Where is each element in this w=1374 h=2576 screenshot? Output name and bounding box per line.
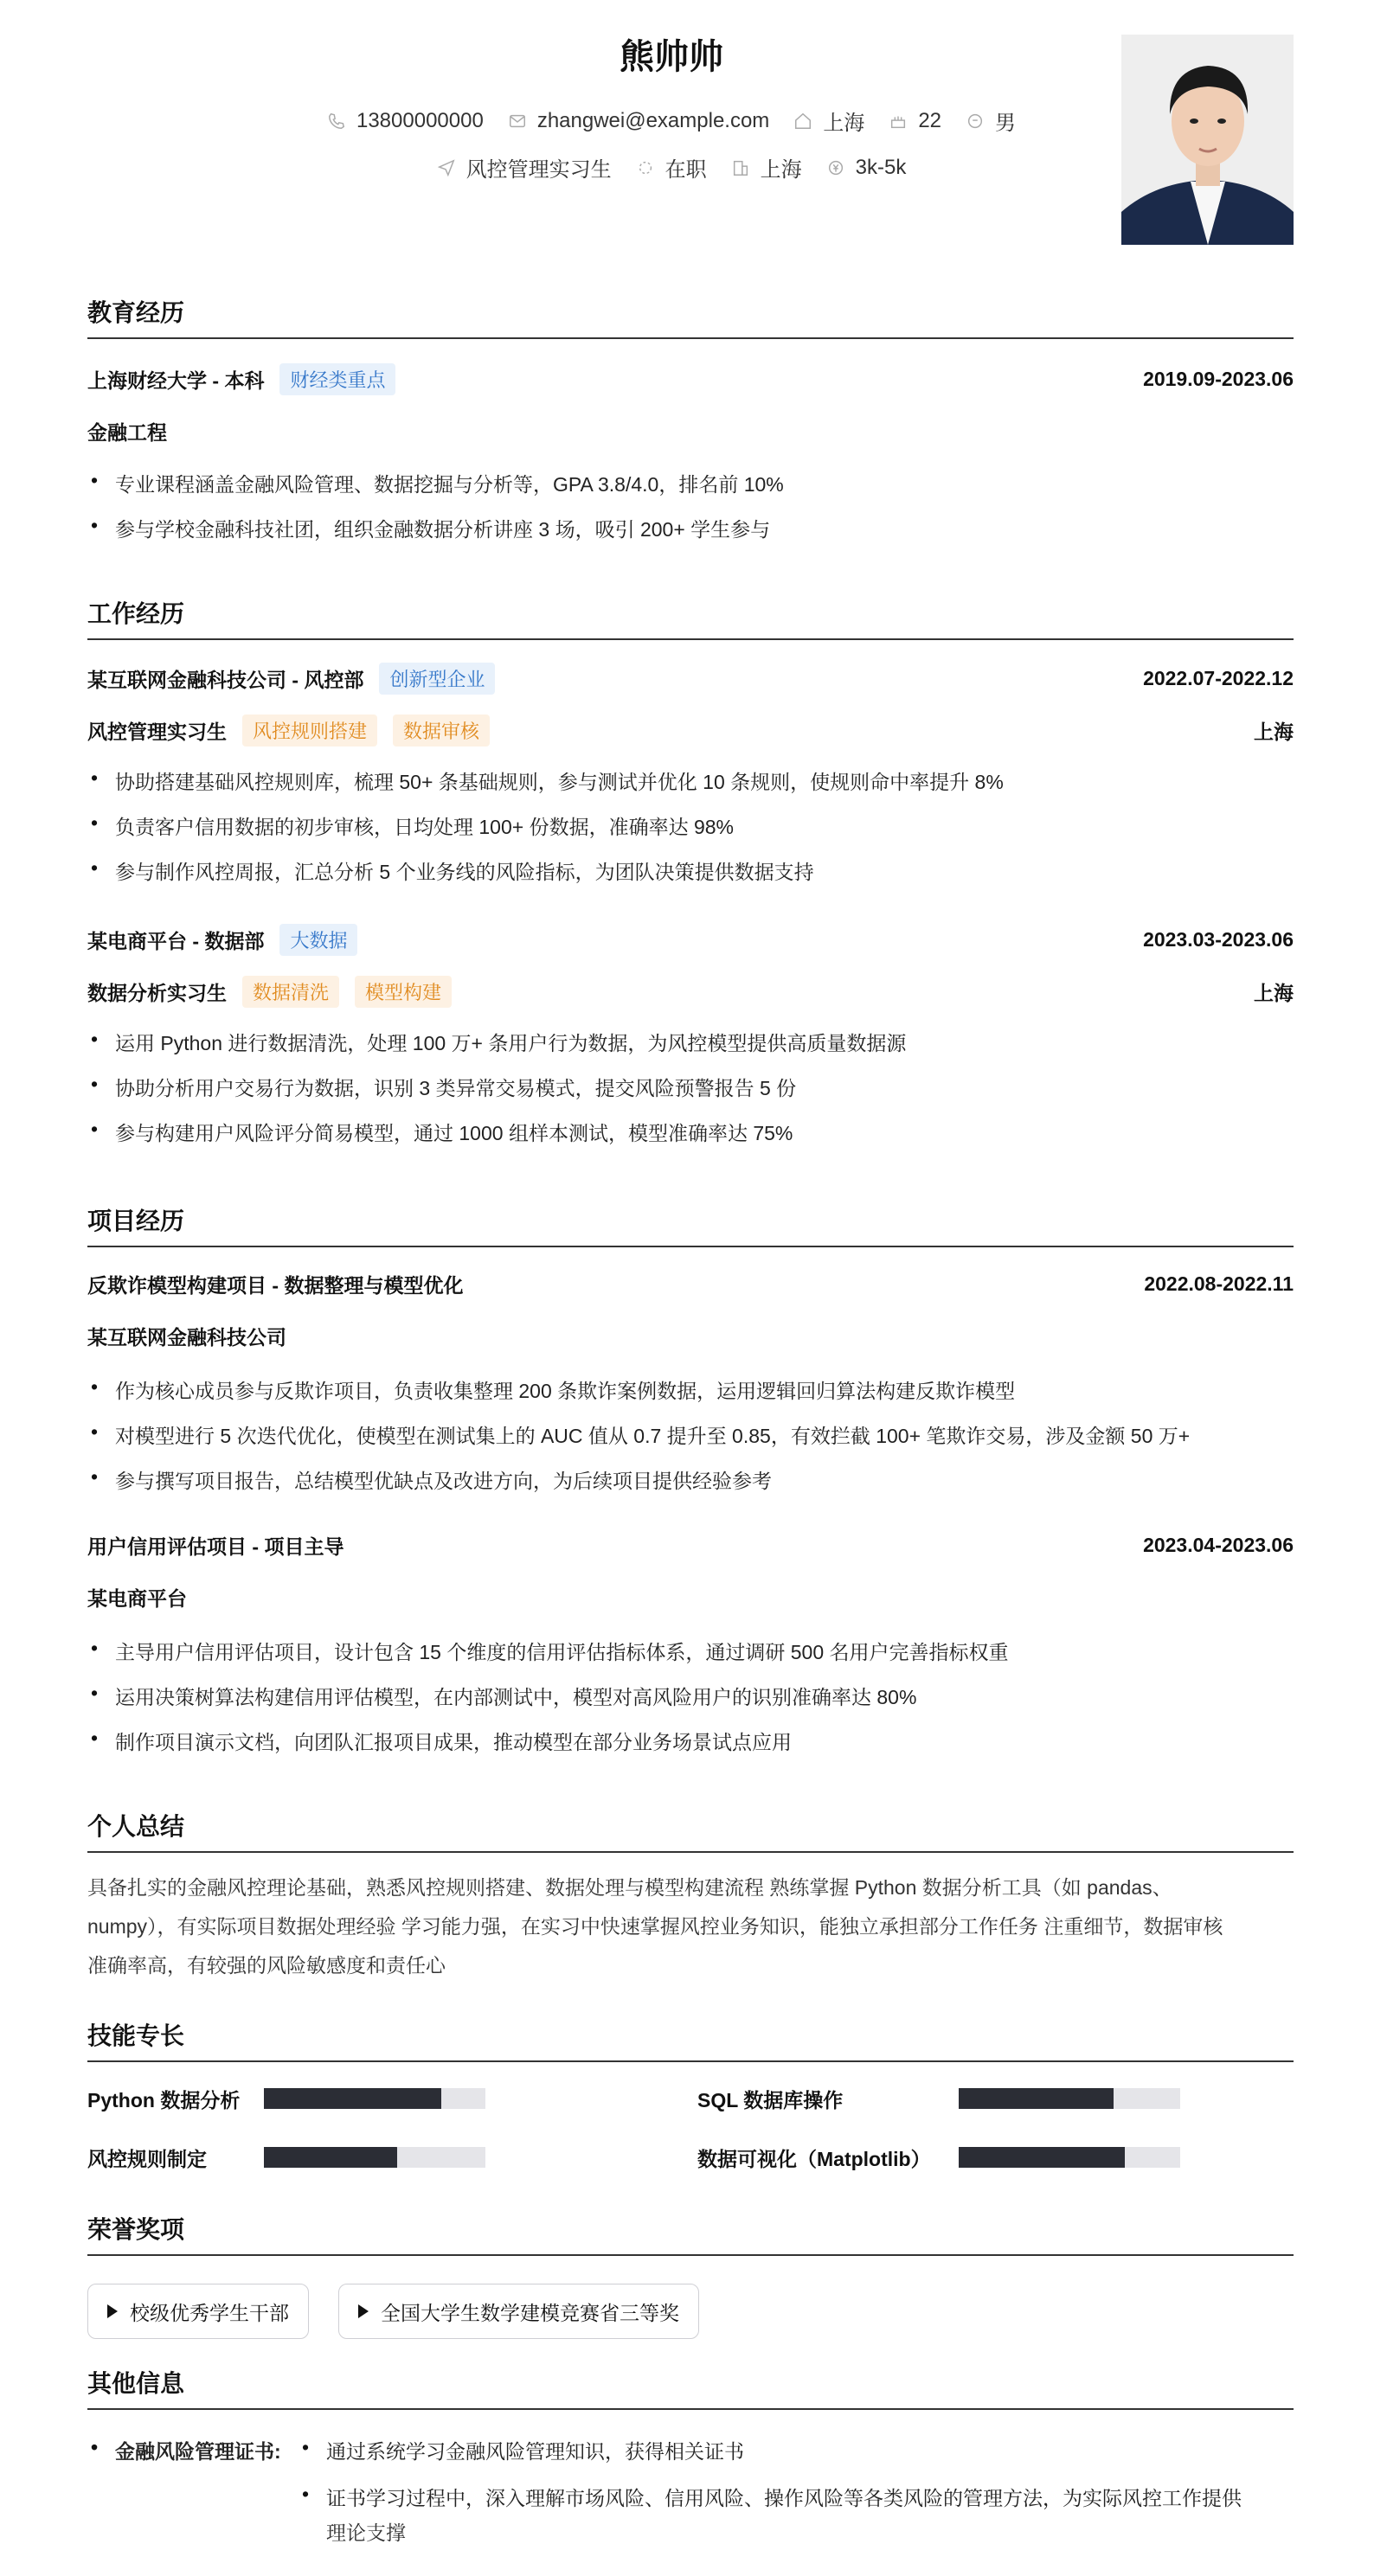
- position-item: [437, 152, 612, 183]
- building-icon: [731, 158, 750, 177]
- work-row-company: [87, 663, 1294, 695]
- project-bullet: • 作为核心成员参与反欺诈项目，负责收集整理 200 条欺诈案例数据，运用逻辑回归算法构建反欺诈模型: [87, 1375, 1294, 1404]
- school-tag: 财经类重点: [279, 363, 395, 395]
- project-title: 用户信用评估项目 - 项目主导: [87, 1535, 344, 1558]
- gender-text: 男: [995, 112, 1017, 135]
- honor-text: 校级优秀学生干部: [130, 2301, 289, 2324]
- honor-card: [87, 2284, 309, 2339]
- skill-bar-fill: [264, 2088, 441, 2109]
- phone-icon: [327, 112, 346, 131]
- position-text: 风控管理实习生: [465, 158, 612, 182]
- summary-line: 准确率高，有较强的风险敏感度和责任心: [87, 1954, 446, 1977]
- skill-bar: [959, 2147, 1180, 2168]
- work-bullet: • 运用 Python 进行数据清洗，处理 100 万+ 条用户行为数据，为风控模型提供高质量数据源: [87, 1028, 1294, 1056]
- candidate-name: 熊帅帅: [620, 38, 723, 76]
- summary-line: 具备扎实的金融风控理论基础，熟悉风控规则搭建、数据处理与模型构建流程 熟练掌握 Python 数据分析工具（如 pandas、: [87, 1876, 1172, 1899]
- send-icon: [437, 158, 456, 177]
- project-row: [87, 1270, 1294, 1298]
- skill-bar-fill: [959, 2088, 1114, 2109]
- play-icon: [107, 2304, 118, 2318]
- role-tag: 数据审核: [393, 714, 490, 747]
- summary-line: numpy），有实际项目数据处理经验 学习能力强，在实习中快速掌握风控业务知识，能独立承担部分工作任务 注重细节，数据审核: [87, 1915, 1223, 1938]
- project-date: 2022.08-2022.11: [1144, 1272, 1294, 1295]
- money-icon: [826, 158, 845, 177]
- skill-bar: [264, 2088, 485, 2109]
- skill-bar: [959, 2088, 1180, 2109]
- profile-photo: [1121, 35, 1294, 245]
- work-bullet: • 负责客户信用数据的初步审核，日均处理 100+ 份数据，准确率达 98%: [87, 811, 1294, 840]
- gender-item: [966, 106, 1016, 136]
- honor-card: [338, 2284, 699, 2339]
- project-bullet: • 参与撰写项目报告，总结模型优缺点及改进方向，为后续项目提供经验参考: [87, 1465, 1294, 1494]
- work-role: 风控管理实习生: [87, 721, 227, 743]
- work-location: 上海: [1254, 982, 1294, 1004]
- salary-text: 3k-5k: [855, 155, 907, 179]
- mail-icon: [508, 112, 527, 131]
- work-company: 某电商平台 - 数据部: [87, 930, 265, 952]
- project-date: 2023.04-2023.06: [1143, 1534, 1294, 1556]
- section-title-skills: 技能专长: [87, 2017, 1294, 2062]
- project-org: 某互联网金融科技公司: [87, 1326, 286, 1349]
- work-company: 某互联网金融科技公司 - 风控部: [87, 669, 364, 691]
- project-bullet: • 运用决策树算法构建信用评估模型，在内部测试中，模型对高风险用户的识别准确率达 80%: [87, 1682, 1294, 1710]
- project-bullet: • 主导用户信用评估项目，设计包含 15 个维度的信用评估指标体系，通过调研 500 名用户完善指标权重: [87, 1637, 1294, 1665]
- education-row: [87, 363, 1294, 395]
- section-title-honors: 荣誉奖项: [87, 2211, 1294, 2256]
- section-title-education: 教育经历: [87, 294, 1294, 339]
- status-item: [636, 152, 707, 183]
- skill-bar: [264, 2147, 485, 2168]
- work-date: 2023.03-2023.06: [1143, 928, 1294, 951]
- education-bullet: • 参与学校金融科技社团，组织金融数据分析讲座 3 场，吸引 200+ 学生参与: [87, 514, 1294, 542]
- project-org: 某电商平台: [87, 1587, 187, 1610]
- work-row-role: [87, 976, 1294, 1008]
- age-text: 22: [918, 108, 942, 132]
- work-bullet: • 参与构建用户风险评分简易模型，通过 1000 组样本测试，模型准确率达 75%: [87, 1118, 1294, 1146]
- role-tag: 风控规则搭建: [242, 714, 377, 747]
- role-tag: 模型构建: [355, 976, 452, 1008]
- play-icon: [358, 2304, 369, 2318]
- education-bullet: • 专业课程涵盖金融风险管理、数据挖掘与分析等，GPA 3.8/4.0，排名前 10%: [87, 469, 1294, 497]
- project-title: 反欺诈模型构建项目 - 数据整理与模型优化: [87, 1274, 464, 1297]
- age-item: [889, 109, 941, 133]
- gender-icon: [966, 112, 985, 131]
- role-tag: 数据清洗: [242, 976, 339, 1008]
- home-icon: [793, 112, 812, 131]
- skill-name: 风控规则制定: [87, 2148, 207, 2170]
- education-major: 金融工程: [87, 421, 167, 444]
- skill-name: SQL 数据库操作: [697, 2089, 844, 2111]
- work-role: 数据分析实习生: [87, 982, 227, 1004]
- work-company-tag: 创新型企业: [379, 663, 495, 695]
- job-intent-line: [87, 152, 1255, 183]
- project-bullet: • 制作项目演示文档，向团队汇报项目成果，推动模型在部分业务场景试点应用: [87, 1727, 1294, 1755]
- status-icon: [636, 158, 655, 177]
- other-bullet: • 证书学习过程中，深入理解市场风险、信用风险、操作风险等各类风险的管理方法，为实际风控工作提供: [299, 2483, 1294, 2511]
- project-bullet: • 对模型进行 5 次迭代优化，使模型在测试集上的 AUC 值从 0.7 提升至 0.85，有效拦截 100+ 笔欺诈交易，涉及金额 50 万+: [87, 1420, 1294, 1449]
- work-company-tag: 大数据: [279, 924, 357, 956]
- city-text: 上海: [823, 112, 865, 135]
- honor-text: 全国大学生数学建模竞赛省三等奖: [381, 2301, 679, 2324]
- education-date: 2019.09-2023.06: [1143, 368, 1294, 390]
- other-bullet-continuation: 理论支撑: [326, 2522, 406, 2544]
- email-text: zhangwei@example.com: [536, 108, 770, 132]
- school-name: 上海财经大学 - 本科: [87, 369, 265, 392]
- other-bullet: • 通过系统学习金融风险管理知识，获得相关证书: [299, 2436, 1294, 2464]
- skill-name: Python 数据分析: [87, 2089, 241, 2111]
- project-row: [87, 1531, 1294, 1560]
- section-title-summary: 个人总结: [87, 1808, 1294, 1853]
- salary-item: [826, 156, 907, 180]
- work-bullet: • 协助搭建基础风控规则库，梳理 50+ 条基础规则，参与测试并优化 10 条规则，使规则命中率提升 8%: [87, 766, 1294, 795]
- phone-item: [327, 109, 484, 133]
- work-bullet: • 协助分析用户交易行为数据，识别 3 类异常交易模式，提交风险预警报告 5 份: [87, 1073, 1294, 1101]
- work-row-company: [87, 924, 1294, 956]
- skill-bar-fill: [959, 2147, 1125, 2168]
- skill-name: 数据可视化（Matplotlib）: [697, 2148, 931, 2170]
- target-city-item: [731, 152, 802, 183]
- status-text: 在职: [665, 158, 707, 182]
- target-city-text: 上海: [760, 158, 802, 182]
- section-title-other: 其他信息: [87, 2365, 1294, 2410]
- city-item: [793, 106, 864, 136]
- contact-line: [87, 106, 1255, 136]
- portrait-image: [1121, 35, 1294, 245]
- section-title-work: 工作经历: [87, 595, 1294, 640]
- other-label: • 金融风险管理证书:: [87, 2436, 295, 2464]
- work-bullet: • 参与制作风控周报，汇总分析 5 个业务线的风险指标，为团队决策提供数据支持: [87, 856, 1294, 885]
- section-title-projects: 项目经历: [87, 1202, 1294, 1247]
- phone-text: 13800000000: [356, 108, 484, 132]
- cake-icon: [889, 112, 908, 131]
- email-item: [508, 109, 770, 133]
- work-location: 上海: [1254, 721, 1294, 743]
- skill-bar-fill: [264, 2147, 397, 2168]
- work-row-role: [87, 714, 1294, 747]
- work-date: 2022.07-2022.12: [1143, 667, 1294, 689]
